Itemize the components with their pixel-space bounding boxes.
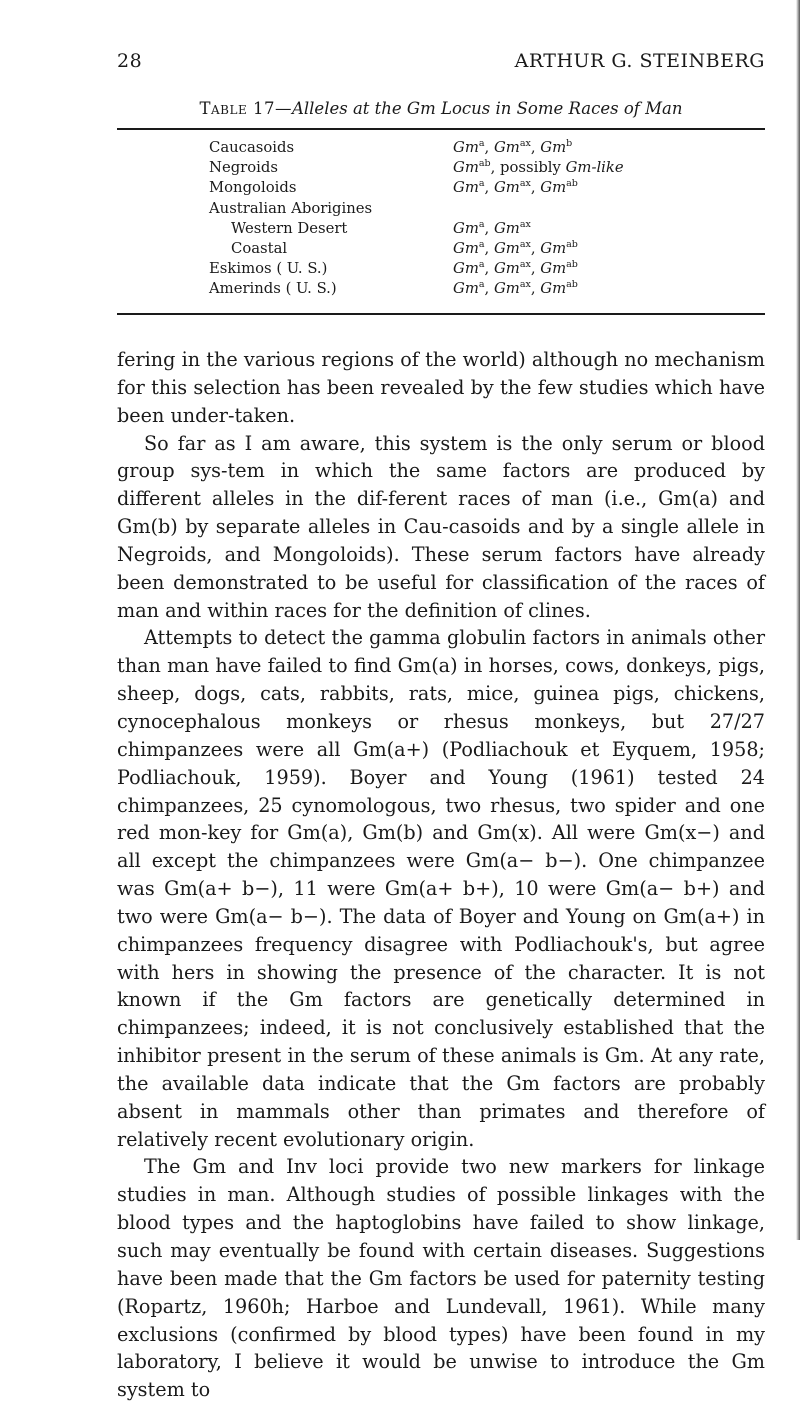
- population-cell: Coastal: [231, 239, 288, 257]
- table-caption: [117, 99, 765, 118]
- allele-symbol: Gm: [453, 179, 479, 197]
- allele-superscript: ab: [478, 158, 491, 170]
- allele-symbol: Gm: [453, 139, 479, 156]
- allele-superscript: a: [478, 218, 485, 230]
- alleles-cell: Gm$^a$, $Gm^{ax}$, $Gm^{ab}$: [453, 259, 578, 278]
- allele-symbol: Gm: [453, 280, 479, 298]
- body-text: [117, 346, 765, 1404]
- allele-superscript: ax: [519, 279, 531, 291]
- population-cell: Western Desert: [231, 219, 348, 237]
- allele-symbol: Gm: [540, 179, 567, 197]
- allele-symbol: Gm: [493, 239, 520, 257]
- allele-symbol: Gm: [540, 139, 567, 156]
- table-caption-label: Table 17—: [199, 99, 292, 118]
- allele-symbol: Gm: [453, 260, 479, 278]
- allele-symbol: Gm: [493, 219, 520, 237]
- alleles-cell: Gm$^a$, $Gm^{ax}$, $Gm^{ab}$: [453, 238, 578, 257]
- allele-symbol: Gm: [540, 239, 567, 257]
- allele-superscript: b: [566, 138, 573, 149]
- allele-superscript: ab: [566, 178, 578, 190]
- table-row: [209, 199, 769, 219]
- allele-superscript: ax: [519, 259, 531, 271]
- table-row: [209, 219, 769, 239]
- page-header: [117, 50, 765, 80]
- alleles-cell: Gm$^a$, $Gm^{ax}$, $Gm^{ab}$: [453, 279, 578, 298]
- allele-superscript: ax: [519, 238, 531, 250]
- population-cell: Caucasoids: [209, 139, 295, 156]
- allele-symbol: Gm: [493, 280, 520, 298]
- population-cell: Negroids: [209, 159, 278, 177]
- alleles-cell: Gm$^a$, $Gm^{ax}$: [453, 218, 531, 237]
- allele-superscript: ab: [566, 238, 578, 250]
- alleles-cell: Gm$^a$, $Gm^{ax}$, Gm$^b$: [453, 138, 573, 156]
- paragraph: So far as I am aware, this system is the only serum or blood group sys-tem in which the same factors are produced by different alleles in the dif-ferent races of man (i.e., Gm(a) and Gm(b) by separate alleles in Cau-casoids and by a single allele in Negroids, and Mongoloids). These serum factors have already been demonstrated to be useful for classification of the races of man and within races for the definition of clines.: [117, 431, 765, 622]
- allele-superscript: ab: [566, 259, 578, 271]
- allele-symbol: Gm: [493, 260, 520, 278]
- table-top-rule: [117, 128, 765, 130]
- table-bottom-rule: [117, 313, 765, 315]
- population-cell: Australian Aborigines: [209, 199, 373, 217]
- alleles-table: [209, 138, 769, 300]
- population-cell: Eskimos ( U. S.): [209, 260, 328, 278]
- table-row: [209, 158, 769, 178]
- paragraph: The Gm and Inv loci provide two new markers for linkage studies in man. Although studies of possible linkages with the blood types and the haptoglobins have failed to show linkage, such may eventually be found with certain diseases. Suggestions have been made that the Gm factors be used for paternity testing (Ropartz, 1960h; Harboe and Lundevall, 1961). While many exclusions (confirmed by blood types) have been found in my laboratory, I believe it would be unwise to introduce the Gm system to: [117, 1155, 765, 1402]
- table-row: [209, 178, 769, 198]
- alleles-cell: [453, 199, 769, 219]
- table-row: [209, 138, 769, 158]
- table-row: [209, 279, 769, 299]
- population-cell: Amerinds ( U. S.): [209, 280, 337, 298]
- allele-superscript: a: [478, 238, 485, 250]
- allele-symbol: Gm: [453, 159, 479, 177]
- allele-superscript: a: [478, 138, 485, 149]
- paragraph: Attempts to detect the gamma globulin factors in animals other than man have failed to find Gm(a) in horses, cows, donkeys, pigs, sheep, dogs, cats, rabbits, rats, mice, guinea pigs, chickens, cynocephalous monkeys or rhesus monkeys, but 27/27 chimpanzees were all Gm(a+) (Podliachouk et Eyquem, 1958; Podliachouk, 1959). Boyer and Young (1961) tested 24 chimpanzees, 25 cynomologous, two rhesus, two spider and one red mon-key for Gm(a), Gm(b) and Gm(x). All were Gm(x−) and all except the chimpanzees were Gm(a− b−). One chimpanzee was Gm(a+ b−), 11 were Gm(a+ b+), 10 were Gm(a− b+) and two were Gm(a− b−). The data of Boyer and Young on Gm(a+) in chimpanzees frequency disagree with Podliachouk's, but agree with hers in showing the presence of the character. It is not known if the Gm factors are genetically determined in chimpanzees; indeed, it is not conclusively established that the inhibitor present in the serum of these animals is Gm. At any rate, the available data indicate that the Gm factors are probably absent in mammals other than primates and therefore of relatively recent evolutionary origin.: [117, 626, 765, 1151]
- page-edge-shadow: [796, 0, 800, 1240]
- allele-symbol: Gm: [453, 219, 479, 237]
- allele-superscript: a: [478, 279, 485, 291]
- running-title: ARTHUR G. STEINBERG: [514, 50, 765, 72]
- allele-symbol: Gm: [493, 139, 520, 156]
- page-number: 28: [117, 50, 143, 72]
- table-caption-title: Alleles at the Gm Locus in Some Races of Man: [291, 99, 683, 118]
- allele-symbol: Gm: [540, 280, 567, 298]
- allele-superscript: ax: [519, 218, 531, 230]
- alleles-cell: [453, 158, 769, 178]
- alleles-cell: Gm$^a$, $Gm^{ax}$, $Gm^{ab}$: [453, 178, 578, 197]
- allele-superscript: ax: [519, 178, 531, 190]
- paragraph: fering in the various regions of the world) although no mechanism for this selection has been revealed by the few studies which have been under-taken.: [117, 348, 765, 427]
- allele-superscript: a: [478, 178, 485, 190]
- population-cell: Mongoloids: [209, 179, 297, 197]
- table-row: [209, 259, 769, 279]
- allele-superscript: a: [478, 259, 485, 271]
- allele-superscript: ab: [566, 279, 578, 291]
- allele-superscript: ax: [519, 138, 531, 149]
- allele-symbol: Gm: [453, 239, 479, 257]
- alleles-note: , possibly Gm-like: [490, 159, 624, 177]
- allele-symbol: Gm: [540, 260, 567, 278]
- table-row: [209, 239, 769, 259]
- allele-symbol: Gm: [493, 179, 520, 197]
